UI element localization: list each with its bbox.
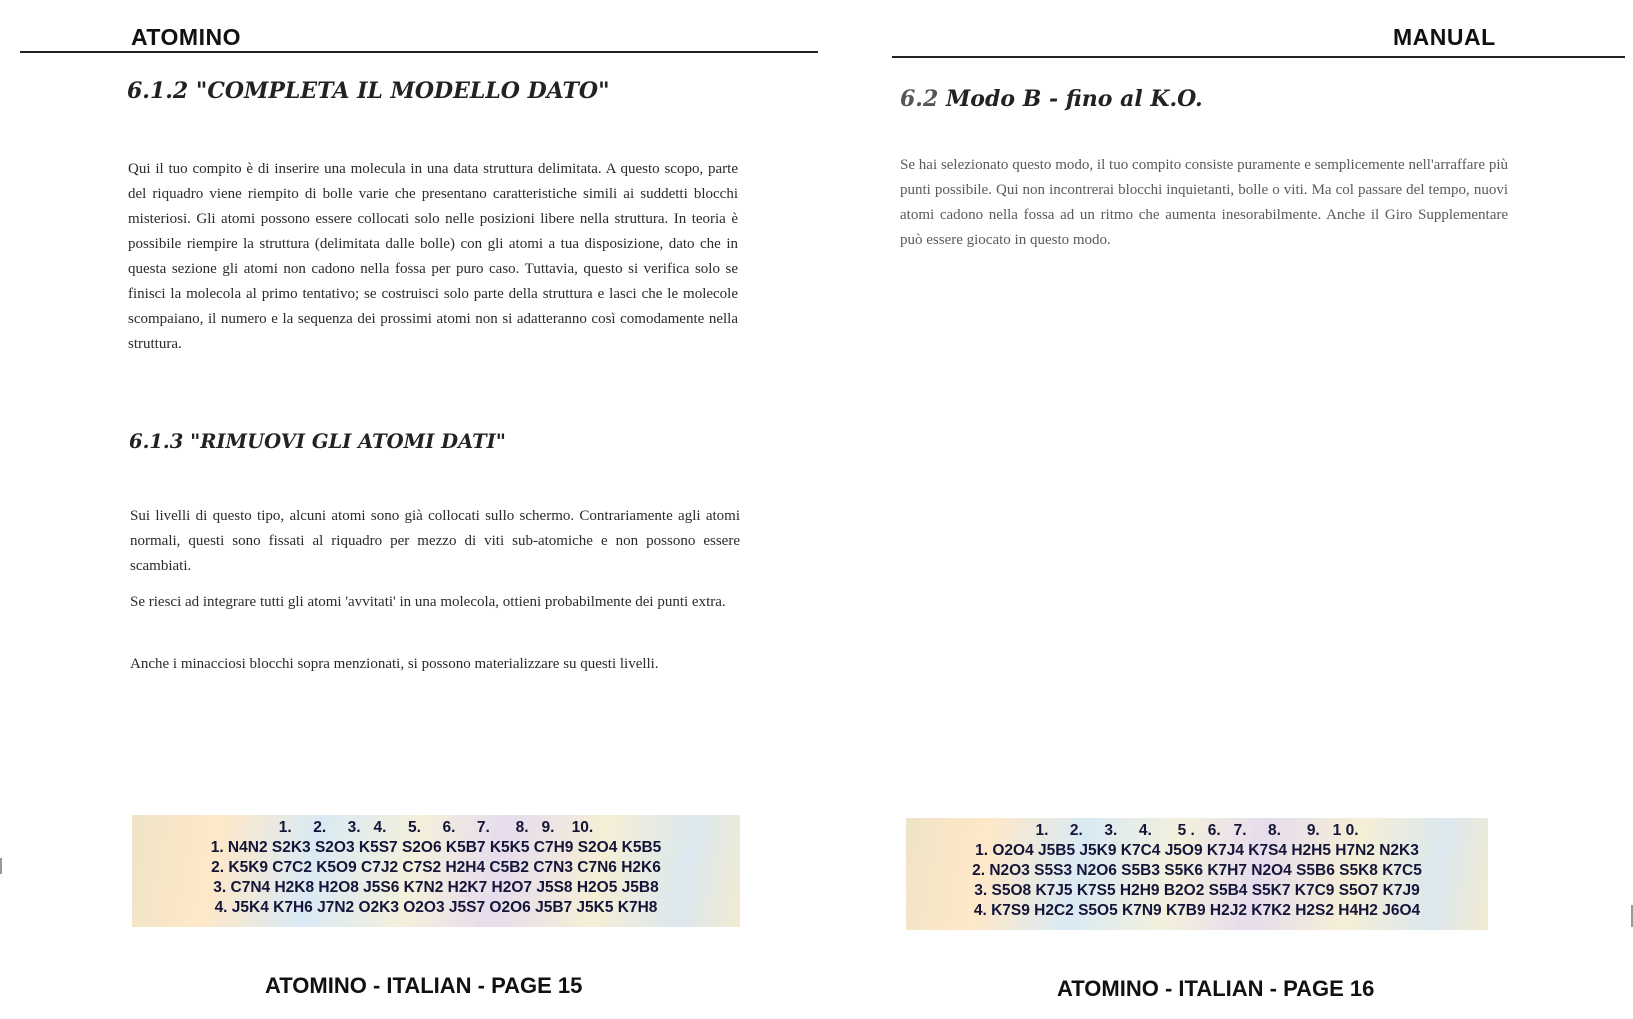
code-table-row: 2. K5K9 C7C2 K5O9 C7J2 C7S2 H2H4 C5B2 C7N3 C7N6 H2K6: [211, 859, 661, 876]
code-table-column-numbers: 1. 2. 3. 4. 5 . 6. 7. 8. 9. 1 0.: [1035, 822, 1359, 839]
code-table-row: 3. C7N4 H2K8 H2O8 J5S6 K7N2 H2K7 H2O7 J5S8 H2O5 J5B8: [213, 879, 659, 896]
header-rule-left: [20, 51, 818, 53]
page-footer-left: ATOMINO - ITALIAN - PAGE 15: [265, 973, 583, 998]
right-page: [880, 0, 1633, 1019]
paragraph-6-1-3-b: Se riesci ad integrare tutti gli atomi 'avvitati' in una molecola, ottieni probabilmente dei punti extra.: [130, 594, 726, 610]
paragraph-6-1-3-a: Sui livelli di questo tipo, alcuni atomi sono già collocati sullo schermo. Contrariamente agli atomi normali, questi sono fissati al riquadro per mezzo di viti sub-atomiche e non possono essere scambiati.: [130, 508, 740, 574]
code-table-row: 3. S5O8 K7J5 K7S5 H2H9 B2O2 S5B4 S5K7 K7C9 S5O7 K7J9: [974, 882, 1420, 899]
code-table-left: [132, 815, 740, 927]
code-table-row: 4. J5K4 K7H6 J7N2 O2K3 O2O3 J5S7 O2O6 J5B7 J5K5 K7H8: [214, 899, 658, 916]
section-title-6-1-3: 6.1.3 "RIMUOVI GLI ATOMI DATI": [129, 430, 506, 453]
running-head-left: ATOMINO: [131, 24, 241, 50]
section-number: 6.2: [900, 86, 939, 112]
code-table-row: 2. N2O3 S5S3 N2O6 S5B3 S5K6 K7H7 N2O4 S5B6 S5K8 K7C5: [972, 862, 1422, 879]
code-table-row: 1. N4N2 S2K3 S2O3 K5S7 S2O6 K5B7 K5K5 C7H9 S2O4 K5B5: [210, 839, 662, 856]
page-footer-right: ATOMINO - ITALIAN - PAGE 16: [1057, 976, 1375, 1001]
code-table-row: 4. K7S9 H2C2 S5O5 K7N9 K7B9 H2J2 K7K2 H2S2 H4H2 J6O4: [973, 902, 1421, 919]
header-rule-right: [892, 56, 1625, 58]
paragraph-6-1-3-c: Anche i minacciosi blocchi sopra menzionati, si possono materializzare su questi livelli.: [130, 656, 659, 672]
section-title-6-2: [900, 86, 1203, 112]
code-table-row: 1. O2O4 J5B5 J5K9 K7C4 J5O9 K7J4 K7S4 H2H5 H7N2 N2K3: [975, 842, 1419, 859]
paragraph-6-2: Se hai selezionato questo modo, il tuo compito consiste puramente e semplicemente nell'arraffare più punti possibile. Qui non incontrerai blocchi inquietanti, bolle o viti. Ma col passare del tempo, nuovi atomi cadono nella fossa ad un ritmo che aumenta inesorabilmente. Anche il Giro Supplementare può essere giocato in questo modo.: [900, 157, 1508, 248]
running-head-right: MANUAL: [1393, 24, 1496, 50]
code-table-right: [906, 818, 1488, 930]
code-table-column-numbers: 1. 2. 3. 4. 5. 6. 7. 8. 9. 10.: [278, 819, 594, 836]
edge-mark: [0, 858, 2, 874]
section-title-text: Modo B - fino al K.O.: [945, 86, 1203, 112]
paragraph-6-1-2: Qui il tuo compito è di inserire una molecula in una data struttura delimitata. A questo scopo, parte del riquadro viene riempito di bolle varie che presentano caratteristiche simili ai suddetti blocchi misteriosi. Gli atomi possono essere collocati solo nelle posizioni libere nella struttura. In teoria è possibile riempire la struttura (delimitata dalle bolle) con gli atomi a tua disposizione, dato che in questa sezione gli atomi non cadono nella fossa per puro caso. Tuttavia, questo si verifica solo se finisci la molecola al primo tentativo; se costruisci solo parte della struttura e lasci che le molecole scompaiano, il numero e la sequenza dei prossimi atomi non si adatteranno così comodamente nella struttura.: [128, 161, 738, 352]
section-title-6-1-2: 6.1.2 "COMPLETA IL MODELLO DATO": [127, 78, 610, 104]
